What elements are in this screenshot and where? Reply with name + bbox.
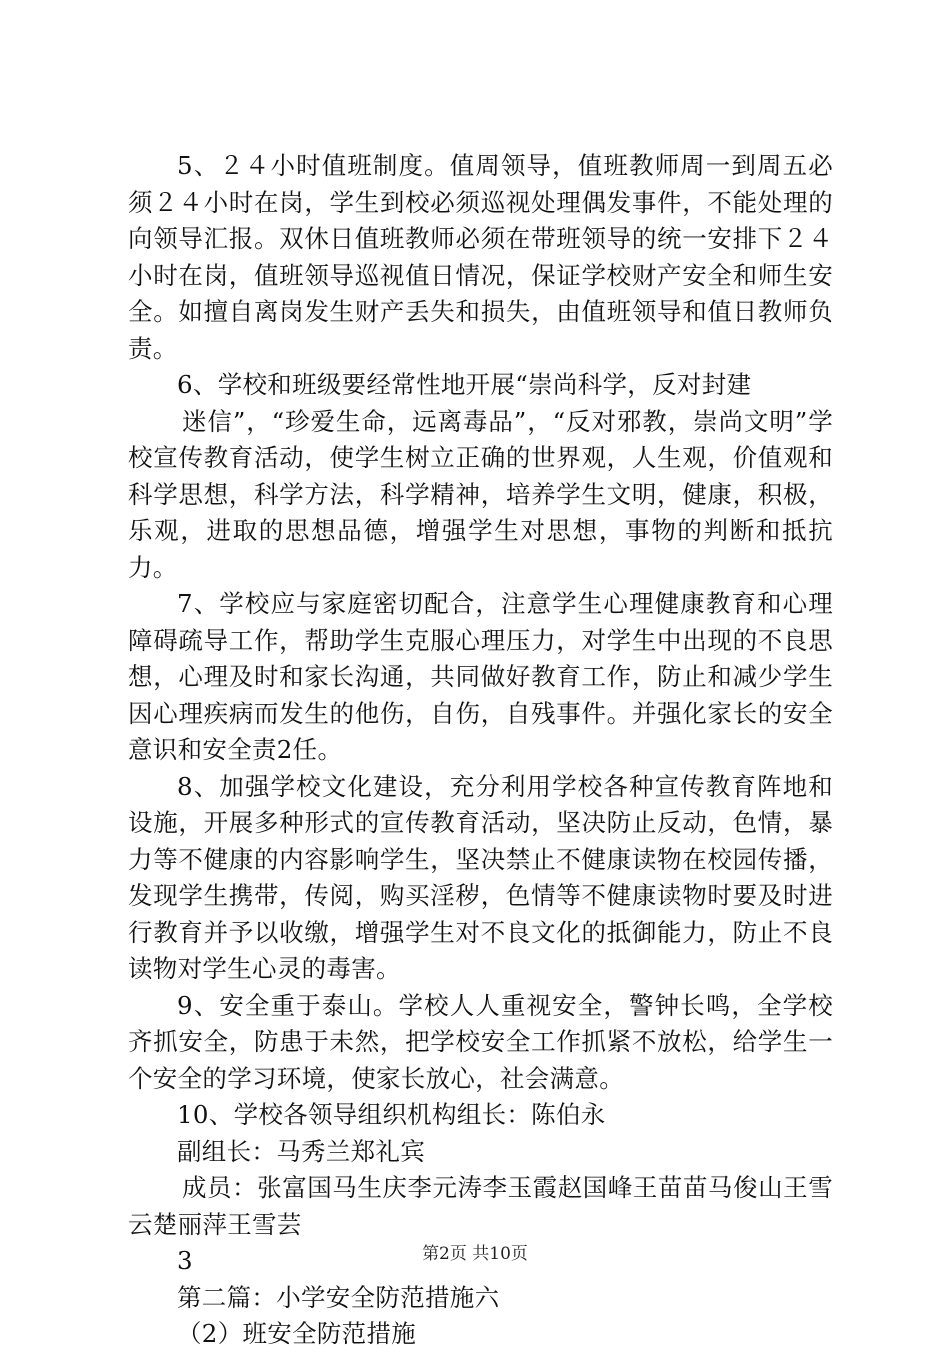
paragraph-family-cooperation: 7、学校应与家庭密切配合，注意学生心理健康教育和心理障碍疏导工作，帮助学生克服心理压力，对学生中出现的不良思想，心理及时和家长沟通，共同做好教育工作，防止和减少学生因心理疾病而发生的他伤，自伤，自残事件。并强化家长的安全意识和安全责2任。 [128, 589, 833, 764]
page-footer: 第2页 共10页 [422, 1244, 528, 1264]
paragraph-duty-system: 5、２４小时值班制度。值周领导，值班教师周一到周五必须２４小时在岗，学生到校必须巡视处理偶发事件，不能处理的向领导汇报。双休日值班教师必须在带班领导的统一安排下２４小时在岗，值班领导巡视值日情况，保证学校财产安全和师生安全。如擅自离岗发生财产丢失和损失，由值班领导和值日教师负责。 [128, 151, 833, 363]
paragraph-safety-first: 9、安全重于泰山。学校人人重视安全，警钟长鸣，全学校齐抓安全，防患于未然，把学校安全工作抓紧不放松，给学生一个安全的学习环境，使家长放心，社会满意。 [128, 990, 833, 1093]
paragraph-members: 成员：张富国马生庆李元涛李玉霞赵国峰王苗苗马俊山王雪云楚丽萍王雪芸 [128, 1173, 833, 1239]
paragraph-deputy-leaders: 副组长：马秀兰郑礼宾 [177, 1136, 425, 1166]
paragraph-school-culture: 8、加强学校文化建设，充分利用学校各种宣传教育阵地和设施，开展多种形式的宣传教育活动，坚决防止反动，色情，暴力等不健康的内容影响学生，坚决禁止不健康读物在校园传播，发现学生携带，传阅，购买淫秽，色情等不健康读物时要及时进行教育并予以收缴，增强学生对不良文化的抵御能力，防止不良读物对学生心灵的毒害。 [128, 771, 833, 983]
paragraph-number: 3 [177, 1246, 193, 1275]
document-body [128, 148, 833, 1353]
paragraph-science-campaign-start: 6、学校和班级要经常性地开展“崇尚科学，反对封建 [177, 370, 752, 399]
subsection-heading: （2）班安全防范措施 [177, 1319, 417, 1348]
paragraph-science-campaign-cont: 迷信”，“珍爱生命，远离毒品”，“反对邪教，崇尚文明”学校宣传教育活动，使学生树立正确的世界观，人生观，价值观和科学思想，科学方法，科学精神，培养学生文明，健康，积极，乐观，进取的思想品德，增强学生对思想，事物的判断和抵抗力。 [128, 406, 833, 582]
paragraph-leadership-group: 10、学校各领导组织机构组长：陈伯永 [177, 1100, 606, 1129]
section-heading: 第二篇：小学安全防范措施六 [177, 1282, 500, 1312]
